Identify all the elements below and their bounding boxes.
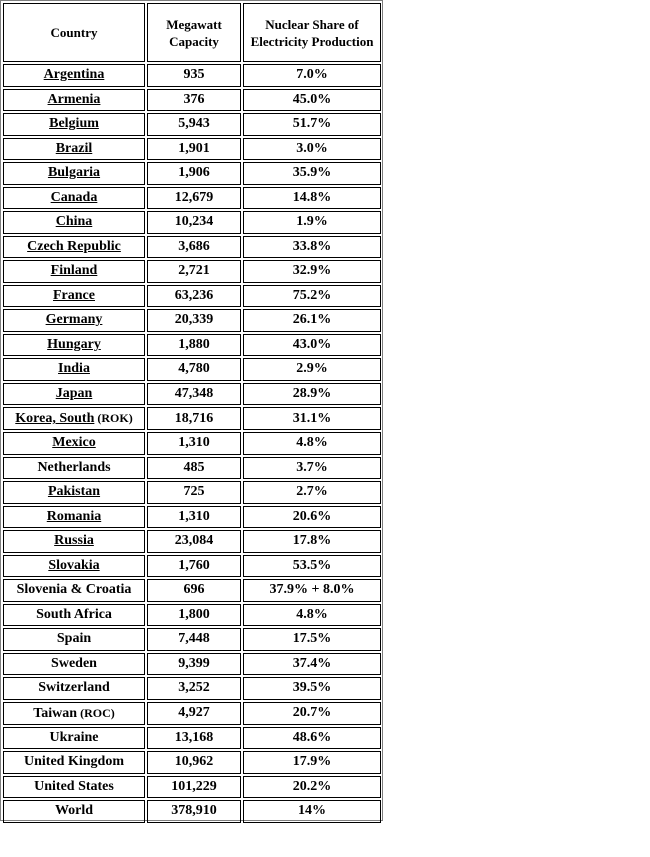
table-row (3, 604, 381, 627)
share-cell: 17.8% (243, 530, 381, 553)
country-cell (3, 579, 145, 602)
country-cell (3, 677, 145, 700)
table-row (3, 579, 381, 602)
country-link[interactable]: Pakistan (47, 484, 101, 500)
country-name: United Kingdom (24, 754, 124, 770)
country-cell (3, 334, 145, 357)
share-cell: 33.8% (243, 236, 381, 259)
table-row (3, 383, 381, 406)
capacity-cell: 725 (147, 481, 241, 504)
capacity-cell: 3,252 (147, 677, 241, 700)
capacity-cell: 13,168 (147, 727, 241, 750)
country-cell (3, 506, 145, 529)
country-cell (3, 309, 145, 332)
table-row (3, 187, 381, 210)
capacity-cell: 23,084 (147, 530, 241, 553)
country-cell (3, 653, 145, 676)
column-header-country: Country (3, 3, 145, 62)
share-cell: 26.1% (243, 309, 381, 332)
table-row (3, 677, 381, 700)
country-cell (3, 628, 145, 651)
country-link[interactable]: China (55, 214, 93, 230)
country-cell (3, 432, 145, 455)
country-cell (3, 64, 145, 87)
capacity-cell: 47,348 (147, 383, 241, 406)
share-cell: 20.7% (243, 702, 381, 725)
country-name: Ukraine (49, 729, 99, 745)
column-header-capacity: Megawatt Capacity (147, 3, 241, 62)
share-cell: 14% (243, 800, 381, 823)
capacity-cell: 10,234 (147, 211, 241, 234)
country-cell (3, 457, 145, 480)
country-cell (3, 138, 145, 161)
country-cell (3, 162, 145, 185)
share-cell: 28.9% (243, 383, 381, 406)
capacity-cell: 696 (147, 579, 241, 602)
country-name: Taiwan (33, 705, 78, 721)
country-name: Sweden (51, 655, 97, 671)
capacity-cell: 378,910 (147, 800, 241, 823)
capacity-cell: 12,679 (147, 187, 241, 210)
share-cell: 1.9% (243, 211, 381, 234)
country-cell (3, 383, 145, 406)
share-cell: 53.5% (243, 555, 381, 578)
table-row (3, 800, 381, 823)
table-body (3, 64, 381, 823)
table-row (3, 432, 381, 455)
share-cell: 32.9% (243, 260, 381, 283)
country-link[interactable]: Czech Republic (27, 238, 121, 254)
country-cell (3, 113, 145, 136)
capacity-cell: 1,760 (147, 555, 241, 578)
capacity-cell: 4,780 (147, 358, 241, 381)
country-link[interactable]: Russia (54, 533, 94, 549)
table-row (3, 236, 381, 259)
table-row (3, 407, 381, 430)
capacity-cell: 9,399 (147, 653, 241, 676)
table-row (3, 358, 381, 381)
capacity-cell: 1,800 (147, 604, 241, 627)
capacity-cell: 101,229 (147, 776, 241, 799)
country-cell (3, 530, 145, 553)
capacity-cell: 1,310 (147, 432, 241, 455)
country-name: United States (34, 778, 114, 794)
table-row (3, 457, 381, 480)
capacity-cell: 5,943 (147, 113, 241, 136)
share-cell: 75.2% (243, 285, 381, 308)
capacity-cell: 1,901 (147, 138, 241, 161)
country-cell (3, 187, 145, 210)
country-suffix: (ROK) (97, 411, 133, 425)
capacity-cell: 18,716 (147, 407, 241, 430)
country-link[interactable]: Argentina (43, 67, 105, 83)
header-row (3, 3, 381, 62)
share-cell: 2.9% (243, 358, 381, 381)
country-cell (3, 260, 145, 283)
country-link[interactable]: France (53, 287, 95, 303)
country-link[interactable]: Canada (50, 189, 98, 205)
country-cell (3, 555, 145, 578)
table-row (3, 506, 381, 529)
country-cell (3, 236, 145, 259)
table-row (3, 334, 381, 357)
share-cell: 43.0% (243, 334, 381, 357)
country-link[interactable]: Slovakia (48, 557, 100, 573)
table-row (3, 138, 381, 161)
capacity-cell: 935 (147, 64, 241, 87)
share-cell: 3.0% (243, 138, 381, 161)
country-cell (3, 702, 145, 725)
country-link[interactable]: Finland (50, 263, 98, 279)
table-row (3, 628, 381, 651)
capacity-cell: 3,686 (147, 236, 241, 259)
share-cell: 17.5% (243, 628, 381, 651)
share-cell: 31.1% (243, 407, 381, 430)
capacity-cell: 10,962 (147, 751, 241, 774)
share-cell: 17.9% (243, 751, 381, 774)
country-cell (3, 776, 145, 799)
country-cell (3, 727, 145, 750)
capacity-cell: 7,448 (147, 628, 241, 651)
share-cell: 2.7% (243, 481, 381, 504)
share-cell: 35.9% (243, 162, 381, 185)
country-cell (3, 481, 145, 504)
table-row (3, 89, 381, 112)
share-cell: 4.8% (243, 432, 381, 455)
share-cell: 37.9% + 8.0% (243, 579, 381, 602)
nuclear-capacity-table (1, 1, 383, 825)
share-cell: 14.8% (243, 187, 381, 210)
table-row (3, 162, 381, 185)
share-cell: 20.6% (243, 506, 381, 529)
country-link[interactable]: Brazil (55, 140, 93, 156)
country-name: World (54, 803, 94, 819)
capacity-cell: 1,310 (147, 506, 241, 529)
country-link[interactable]: Belgium (49, 116, 99, 132)
table-row (3, 211, 381, 234)
share-cell: 45.0% (243, 89, 381, 112)
share-cell: 37.4% (243, 653, 381, 676)
country-name: South Africa (36, 606, 112, 622)
country-cell (3, 407, 145, 430)
country-suffix: (ROC) (80, 705, 115, 720)
country-name: Switzerland (38, 680, 110, 696)
country-name: Slovenia & Croatia (16, 582, 132, 598)
table-row (3, 653, 381, 676)
country-name: Netherlands (37, 459, 111, 475)
country-cell (3, 89, 145, 112)
share-cell: 7.0% (243, 64, 381, 87)
capacity-cell: 20,339 (147, 309, 241, 332)
share-cell: 39.5% (243, 677, 381, 700)
country-link[interactable]: Bulgaria (47, 165, 101, 181)
table-row (3, 285, 381, 308)
share-cell: 51.7% (243, 113, 381, 136)
country-cell (3, 751, 145, 774)
country-link[interactable]: Romania (46, 508, 102, 524)
share-cell: 4.8% (243, 604, 381, 627)
country-link[interactable]: India (58, 361, 90, 377)
country-link[interactable]: Hungary (47, 336, 101, 352)
table-row (3, 555, 381, 578)
table-row (3, 702, 381, 725)
table-row (3, 309, 381, 332)
capacity-cell: 4,927 (147, 702, 241, 725)
share-cell: 20.2% (243, 776, 381, 799)
table-row (3, 776, 381, 799)
share-cell: 48.6% (243, 727, 381, 750)
country-link[interactable]: Mexico (52, 435, 96, 451)
capacity-cell: 1,880 (147, 334, 241, 357)
country-cell (3, 211, 145, 234)
table-row (3, 530, 381, 553)
column-header-share: Nuclear Share of Electricity Production (243, 3, 381, 62)
country-link[interactable]: Armenia (47, 91, 101, 107)
table-row (3, 727, 381, 750)
country-link[interactable]: Korea, South (15, 411, 95, 426)
share-cell: 3.7% (243, 457, 381, 480)
table-row (3, 481, 381, 504)
country-link[interactable]: Japan (55, 385, 93, 401)
country-link[interactable]: Germany (45, 312, 103, 328)
country-name: Spain (56, 631, 92, 647)
capacity-cell: 2,721 (147, 260, 241, 283)
table-row (3, 751, 381, 774)
capacity-cell: 1,906 (147, 162, 241, 185)
table-row (3, 260, 381, 283)
table-row (3, 64, 381, 87)
capacity-cell: 376 (147, 89, 241, 112)
capacity-cell: 63,236 (147, 285, 241, 308)
country-cell (3, 800, 145, 823)
country-cell (3, 604, 145, 627)
capacity-cell: 485 (147, 457, 241, 480)
table-row (3, 113, 381, 136)
country-cell (3, 285, 145, 308)
country-cell (3, 358, 145, 381)
